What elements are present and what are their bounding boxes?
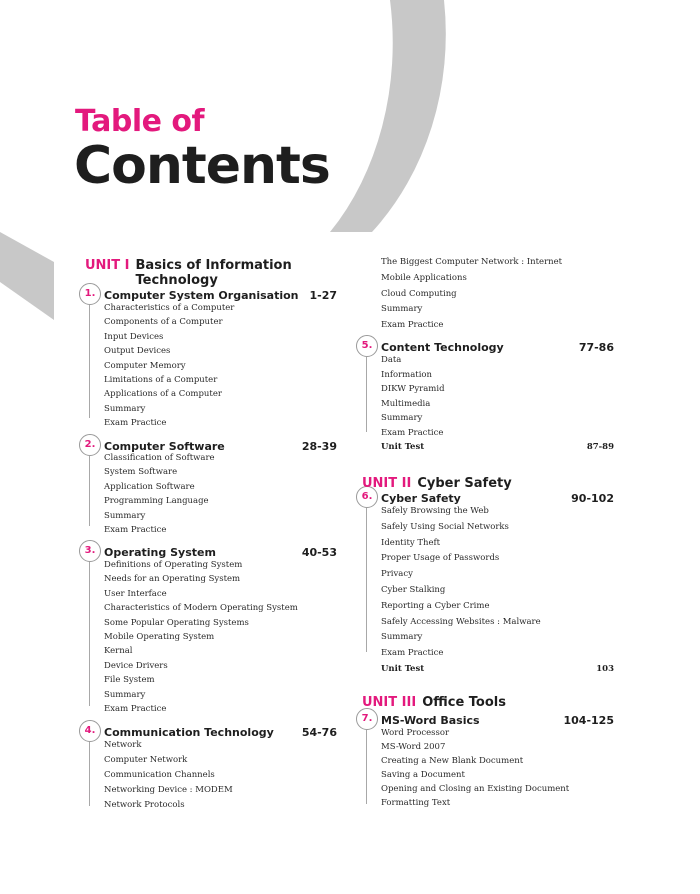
- unit-title-continued: Technology: [135, 273, 218, 288]
- chapter-pages: 40-53: [301, 546, 337, 559]
- chapter-connector-line: [89, 742, 90, 806]
- toc-entry: Needs for an Operating System: [104, 574, 241, 585]
- toc-entry: Application Software: [104, 481, 195, 492]
- toc-entry: Networking Device : MODEM: [104, 785, 233, 795]
- toc-entry: Computer Network: [104, 755, 188, 765]
- toc-entry: Cyber Stalking: [381, 585, 446, 595]
- toc-entry: Proper Usage of Passwords: [381, 553, 500, 564]
- chapter-title-text: Content Technology: [381, 341, 504, 354]
- unit-test-entry: [381, 664, 614, 674]
- toc-entry: Reporting a Cyber Crime: [381, 600, 490, 611]
- chapter-connector-line: [89, 305, 90, 418]
- toc-entry: Exam Practice: [381, 320, 444, 331]
- toc-entry: Applications of a Computer: [104, 389, 222, 400]
- toc-entry: Programming Language: [104, 496, 209, 507]
- toc-entry: Some Popular Operating Systems: [104, 617, 249, 628]
- toc-entry: Characteristics of a Computer: [104, 303, 235, 313]
- toc-entry: Formatting Text: [381, 798, 451, 808]
- toc-entry: Network: [104, 740, 142, 750]
- toc-entry: Summary: [381, 632, 423, 643]
- toc-entry: Exam Practice: [104, 704, 167, 714]
- chapter-number-badge: 6.: [356, 486, 378, 508]
- toc-entry: Information: [381, 369, 433, 380]
- toc-entry: Exam Practice: [381, 648, 444, 659]
- toc-entry: Summary: [104, 689, 146, 700]
- chapter-title-text: MS-Word Basics: [381, 714, 480, 727]
- unit-test-label: Unit Test: [381, 442, 425, 452]
- toc-entry: Summary: [381, 304, 423, 315]
- toc-entry: Network Protocols: [104, 800, 185, 810]
- chapter-number-badge: 1.: [79, 283, 101, 305]
- toc-entry: Summary: [104, 403, 146, 414]
- toc-entry: MS-Word 2007: [381, 742, 446, 752]
- chapter-title: [381, 714, 614, 727]
- toc-entry: Exam Practice: [381, 427, 444, 438]
- chapter-number-badge: 2.: [79, 434, 101, 456]
- chapter-pages: 1-27: [309, 289, 337, 302]
- toc-entry: User Interface: [104, 588, 167, 599]
- chapter-title: [381, 492, 614, 505]
- toc-entry: Word Processor: [381, 728, 450, 738]
- unit-1-heading: [85, 258, 292, 288]
- chapter-connector-line: [89, 562, 90, 706]
- unit-3-heading: [362, 695, 506, 710]
- chapter-connector-line: [366, 508, 367, 652]
- toc-entry: Limitations of a Computer: [104, 375, 218, 385]
- toc-entry: Components of a Computer: [104, 317, 223, 328]
- unit-2-heading: [362, 476, 512, 491]
- chapter-title-text: Computer Software: [104, 440, 225, 453]
- toc-entry: Mobile Applications: [381, 272, 467, 283]
- toc-entry: Safely Browsing the Web: [381, 506, 489, 516]
- toc-entry: Input Devices: [104, 331, 164, 342]
- toc-entry: Opening and Closing an Existing Document: [381, 784, 570, 794]
- unit-test-entry: [381, 442, 614, 452]
- toc-entry: Cloud Computing: [381, 288, 457, 299]
- chapter-pages: 54-76: [301, 726, 337, 739]
- chapter-pages: 104-125: [563, 714, 614, 727]
- toc-entry: Summary: [104, 510, 146, 521]
- toc-entry: Safely Accessing Websites : Malware: [381, 616, 541, 627]
- chapter-connector-line: [366, 730, 367, 804]
- toc-entry: Mobile Operating System: [104, 632, 215, 642]
- toc-entry: Output Devices: [104, 346, 171, 357]
- chapter-number-badge: 4.: [79, 720, 101, 742]
- chapter-pages: 90-102: [571, 492, 614, 505]
- toc-entry: Multimedia: [381, 398, 431, 409]
- toc-entry: Classification of Software: [104, 453, 215, 463]
- chapter-connector-line: [89, 456, 90, 526]
- unit-test-label: Unit Test: [381, 664, 425, 674]
- unit-number: UNIT I: [85, 258, 130, 273]
- chapter-number-badge: 7.: [356, 708, 378, 730]
- chapter-title: [104, 726, 337, 739]
- page-title-line2: Contents: [74, 136, 330, 196]
- chapter-title-text: Cyber Safety: [381, 492, 461, 505]
- unit-title: Office Tools: [422, 695, 506, 710]
- toc-entry: Characteristics of Modern Operating System: [104, 603, 298, 614]
- toc-entry: File System: [104, 675, 155, 686]
- toc-entry: Privacy: [381, 569, 413, 580]
- unit-test-pages: 103: [596, 664, 614, 674]
- chapter-title-text: Operating System: [104, 546, 216, 559]
- toc-entry: Identity Theft: [381, 537, 441, 548]
- chapter-title: [104, 546, 337, 559]
- toc-entry: Communication Channels: [104, 770, 215, 780]
- unit-title: Cyber Safety: [417, 476, 512, 491]
- toc-entry: Definitions of Operating System: [104, 560, 243, 570]
- chapter-title-text: Communication Technology: [104, 726, 274, 739]
- unit-test-pages: 87-89: [586, 442, 614, 452]
- chapter-title-text: Computer System Organisation: [104, 289, 299, 302]
- page-title-line1: Table of: [75, 104, 205, 139]
- toc-entry: Data: [381, 355, 402, 365]
- toc-entry: Exam Practice: [104, 418, 167, 429]
- chapter-title: [381, 341, 614, 354]
- chapter-number-badge: 5.: [356, 335, 378, 357]
- toc-entry: Computer Memory: [104, 360, 186, 371]
- toc-entry: Safely Using Social Networks: [381, 521, 509, 532]
- chapter-number-badge: 3.: [79, 540, 101, 562]
- toc-entry: Exam Practice: [104, 525, 167, 535]
- toc-entry: System Software: [104, 467, 178, 478]
- toc-entry: Kernal: [104, 646, 133, 657]
- toc-entry: Device Drivers: [104, 660, 168, 671]
- chapter-pages: 28-39: [301, 440, 337, 453]
- toc-entry: DIKW Pyramid: [381, 384, 445, 394]
- chapter-title: [104, 440, 337, 453]
- unit-title: Basics of Information: [135, 258, 292, 273]
- chapter-title: [104, 289, 337, 302]
- unit-number: UNIT III: [362, 695, 417, 710]
- toc-entry: Creating a New Blank Document: [381, 756, 524, 766]
- toc-entry: The Biggest Computer Network : Internet: [381, 257, 563, 267]
- unit-number: UNIT II: [362, 476, 412, 491]
- chapter-connector-line: [366, 357, 367, 432]
- toc-entry: Saving a Document: [381, 770, 465, 780]
- toc-entry: Summary: [381, 413, 423, 423]
- chapter-pages: 77-86: [578, 341, 614, 354]
